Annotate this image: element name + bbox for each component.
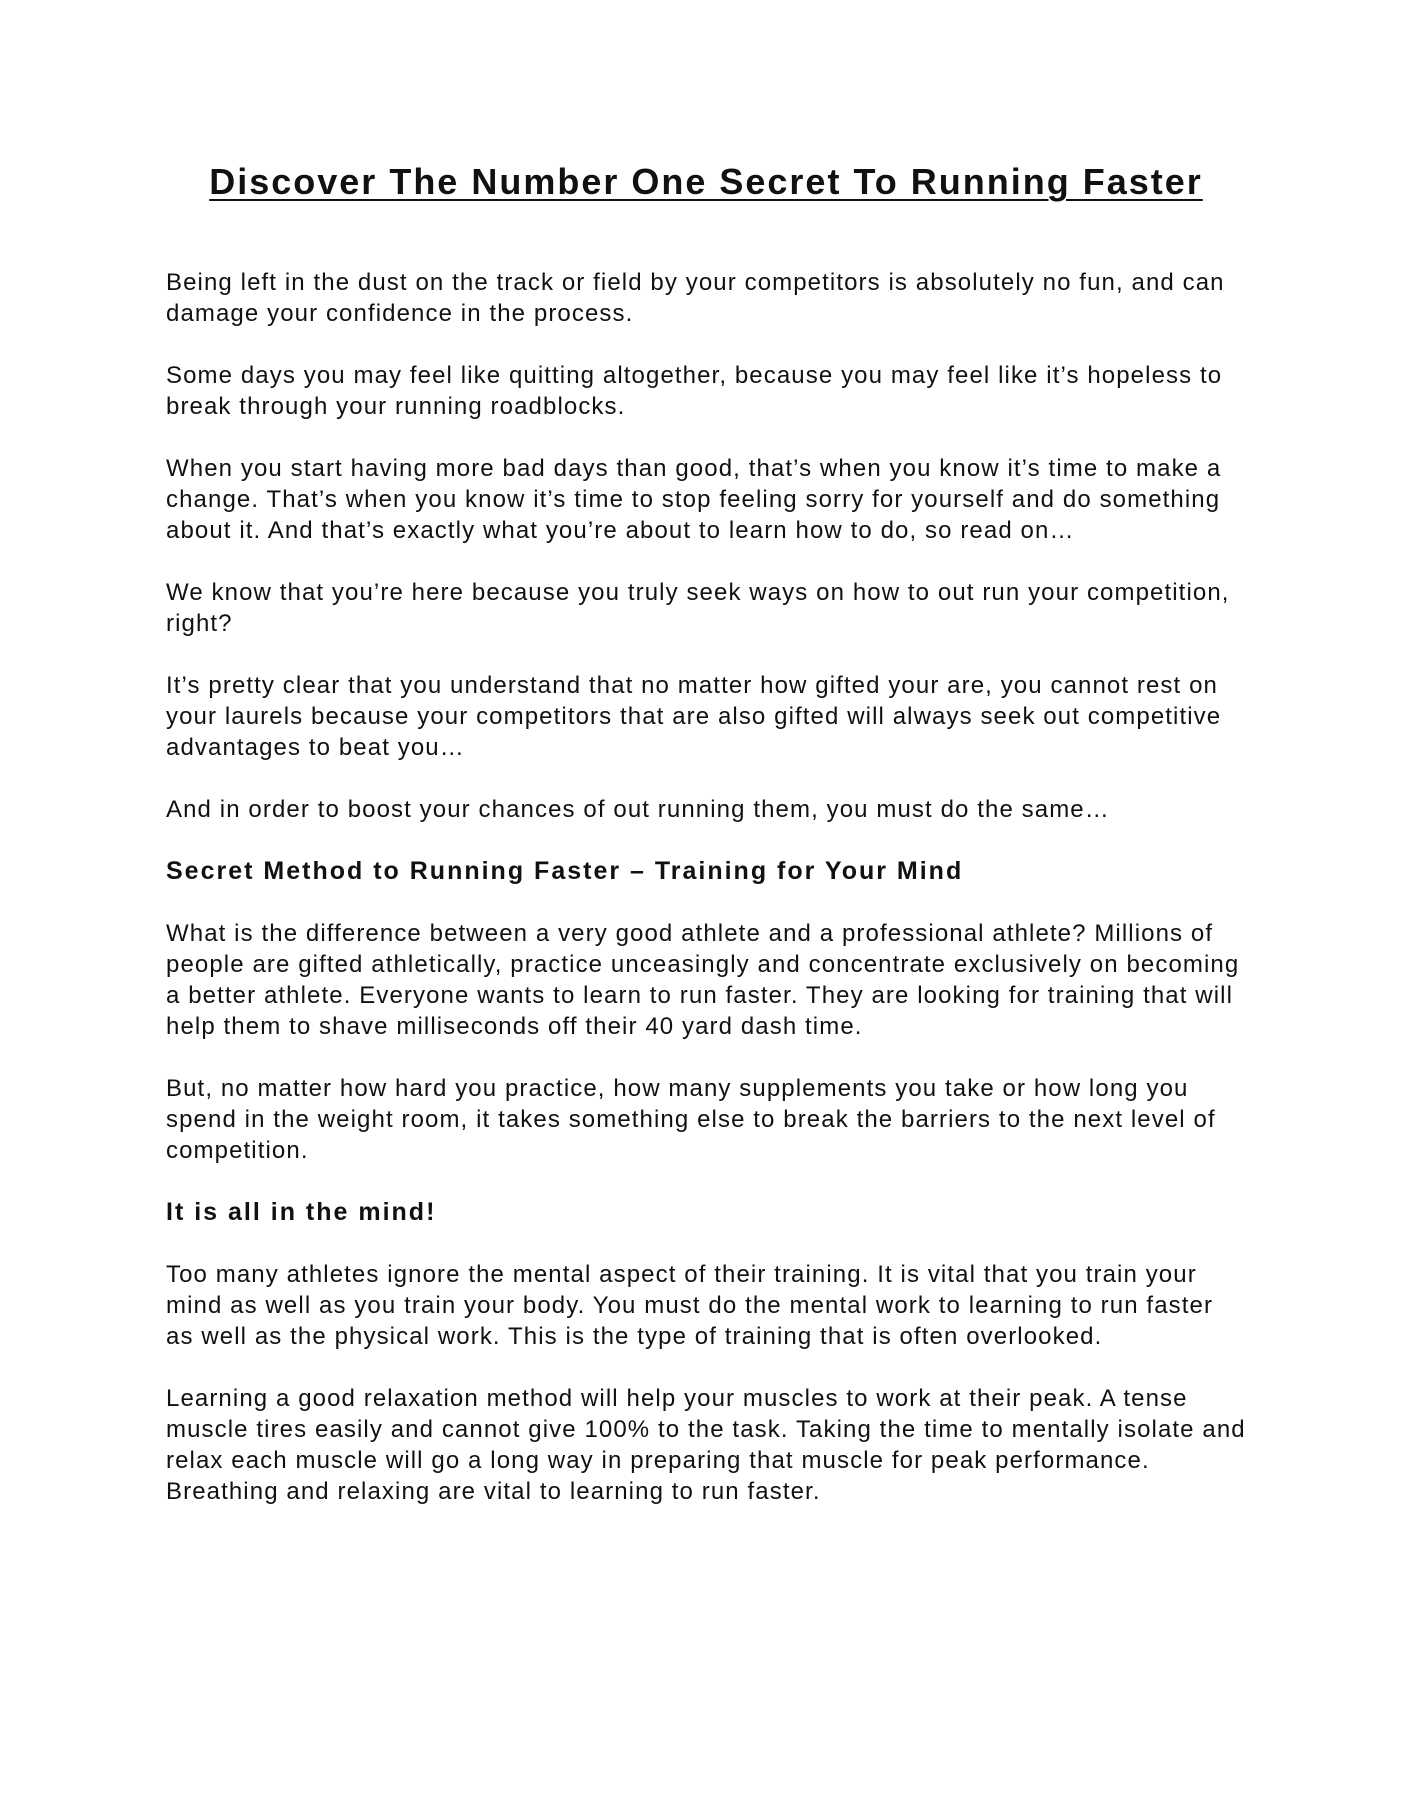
- paragraph-laurels: It’s pretty clear that you understand that no matter how gifted your are, you cannot rest on your laurels because your competitors that are also gifted will always seek out competitive advantages to beat you…: [166, 672, 1222, 762]
- paragraph-out-run: We know that you’re here because you truly seek ways on how to out run your competition, right?: [166, 579, 1230, 638]
- paragraph-bad-days: When you start having more bad days than good, that’s when you know it’s time to make a change. That’s when you know it’s time to stop feeling sorry for yourself and do something about it. And that’s exactly what you’re about to learn how to do, so read on…: [166, 455, 1222, 545]
- paragraph-quitting: Some days you may feel like quitting altogether, because you may feel like it’s hopeless to break through your running roadblocks.: [166, 362, 1223, 421]
- paragraph-difference: What is the difference between a very good athlete and a professional athlete? Millions of people are gifted athletically, practice unceasingly and concentrate exclusively on becoming a better athlete. Everyone wants to learn to run faster. They are looking for training that will help them to shave milliseconds off their 40 yard dash time.: [166, 920, 1240, 1041]
- paragraph-do-the-same: And in order to boost your chances of out running them, you must do the same…: [166, 796, 1110, 824]
- paragraph-mental-aspect: Too many athletes ignore the mental aspect of their training. It is vital that you train your mind as well as you train your body. You must do the mental work to learning to run faster as well as the physical work. This is the type of training that is often overlooked.: [166, 1261, 1214, 1351]
- section-heading-mind: It is all in the mind!: [166, 1198, 437, 1227]
- document-title: Discover The Number One Secret To Running Faster: [209, 161, 1203, 202]
- section-heading-secret-method: Secret Method to Running Faster – Training for Your Mind: [166, 857, 964, 886]
- paragraph-practice: But, no matter how hard you practice, how many supplements you take or how long you spend in the weight room, it takes something else to break the barriers to the next level of competition.: [166, 1075, 1216, 1165]
- document-page: [166, 160, 1246, 1538]
- paragraph-relaxation: Learning a good relaxation method will help your muscles to work at their peak. A tense muscle tires easily and cannot give 100% to the task. Taking the time to mentally isolate and relax each muscle will go a long way in preparing that muscle for peak performance. Breathing and relaxing are vital to learning to run faster.: [166, 1385, 1246, 1506]
- paragraph-intro: Being left in the dust on the track or field by your competitors is absolutely no fun, and can damage your confidence in the process.: [166, 269, 1225, 328]
